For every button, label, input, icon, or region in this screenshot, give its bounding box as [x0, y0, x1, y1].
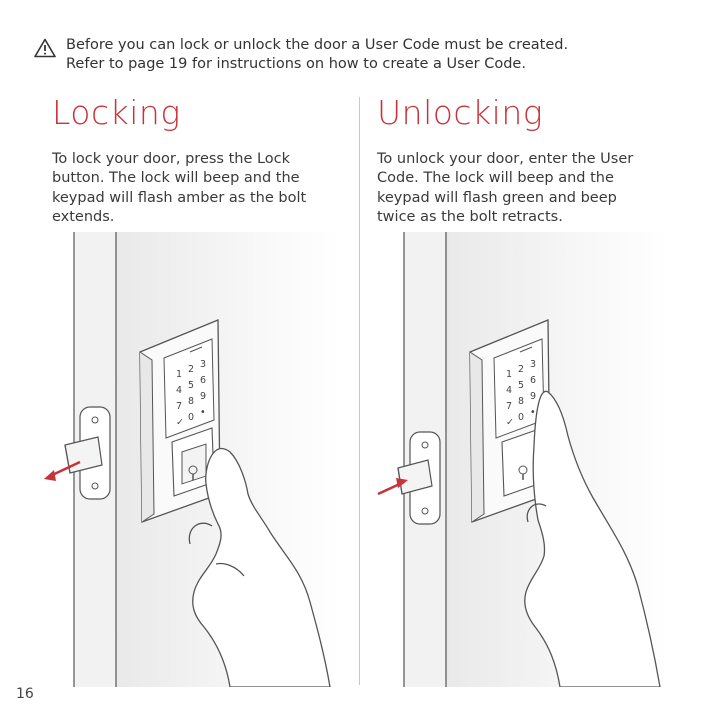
unlocking-line: twice as the bolt retracts. — [377, 208, 563, 225]
page-number: 16 — [16, 686, 34, 702]
svg-text:9: 9 — [200, 391, 207, 402]
unlocking-section — [377, 92, 677, 225]
svg-text:1: 1 — [176, 369, 183, 380]
svg-text:8: 8 — [518, 396, 525, 407]
svg-text:✓: ✓ — [176, 417, 184, 428]
svg-text:•: • — [530, 407, 536, 418]
svg-text:6: 6 — [200, 375, 207, 386]
unlocking-title: Unlocking — [377, 93, 544, 132]
svg-text:8: 8 — [188, 396, 195, 407]
notice-line-1: Before you can lock or unlock the door a User Code must be created. — [66, 37, 569, 53]
svg-text:5: 5 — [188, 380, 195, 391]
svg-text:5: 5 — [518, 380, 525, 391]
svg-text:1: 1 — [506, 369, 513, 380]
svg-text:0: 0 — [188, 412, 195, 423]
unlocking-illustration — [370, 232, 670, 687]
locking-line: button. The lock will beep and the — [52, 170, 300, 187]
svg-text:4: 4 — [176, 385, 183, 396]
notice-line-2: Refer to page 19 for instructions on how to create a User Code. — [66, 56, 526, 72]
locking-section — [52, 92, 342, 225]
locking-title: Locking — [52, 93, 181, 132]
locking-line: keypad will flash amber as the bolt — [52, 189, 307, 206]
svg-text:0: 0 — [518, 412, 525, 423]
locking-line: extends. — [52, 208, 115, 225]
svg-text:✓: ✓ — [506, 417, 514, 428]
locking-illustration — [40, 232, 340, 687]
svg-text:4: 4 — [506, 385, 513, 396]
warning-triangle-icon — [34, 38, 56, 58]
column-divider — [359, 97, 360, 685]
svg-text:6: 6 — [530, 375, 537, 386]
svg-text:•: • — [200, 407, 206, 418]
svg-text:7: 7 — [506, 401, 513, 412]
svg-text:2: 2 — [518, 364, 525, 375]
unlocking-line: To unlock your door, enter the User — [377, 151, 634, 167]
locking-line: To lock your door, press the Lock — [52, 151, 291, 167]
svg-text:7: 7 — [176, 401, 183, 412]
svg-text:2: 2 — [188, 364, 195, 375]
svg-text:3: 3 — [530, 359, 537, 370]
unlocking-line: keypad will flash green and beep — [377, 189, 617, 206]
unlocking-line: Code. The lock will beep and the — [377, 170, 614, 187]
svg-text:3: 3 — [200, 359, 207, 370]
locking-instructions — [52, 150, 306, 227]
svg-text:9: 9 — [530, 391, 537, 402]
unlocking-instructions — [377, 150, 633, 227]
